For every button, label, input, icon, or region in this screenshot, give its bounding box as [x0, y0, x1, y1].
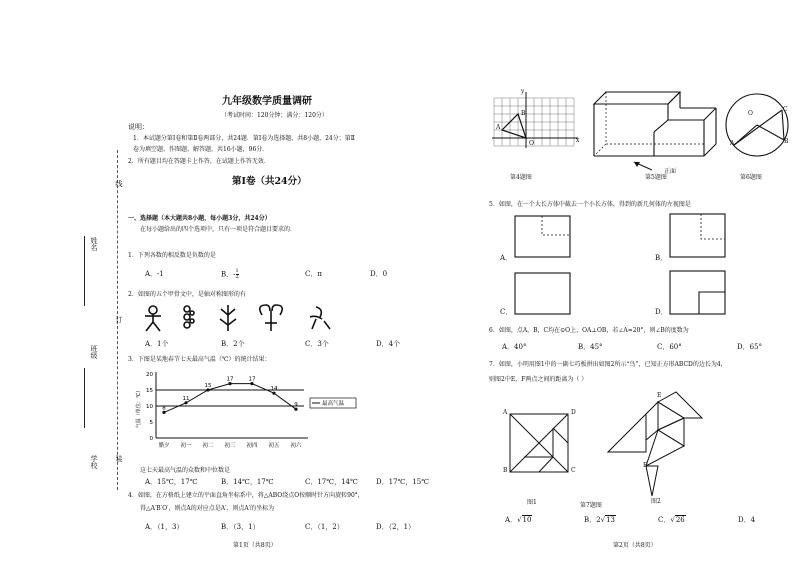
- y-tick-label: 20: [146, 372, 153, 378]
- cut-mark: 线: [115, 180, 123, 187]
- figure-6-circle: [722, 90, 792, 160]
- q3-option-c: C．17℃，14℃: [305, 478, 358, 486]
- part1-desc: 在每小题给出的四个选项中，只有一项是符合题目要求的．: [140, 226, 297, 233]
- q7-stem: 7．如图，小明用图1中的一副七巧板拼出如图2所示“鸟”，已知正方形ABCD的边长为4，: [489, 361, 727, 368]
- q7-fig2-caption: 图2: [651, 498, 661, 505]
- q1-option-a: A．-1: [145, 270, 164, 278]
- q7-option-d: D．4: [738, 516, 756, 524]
- q7-fig2-point-f: F: [643, 462, 648, 469]
- q7-stem-2: 则图2中E，F两点之间的距离为（ ）: [489, 376, 588, 383]
- q7-option-a: A．√10: [505, 516, 532, 524]
- q7-fig1-point-d: D: [571, 409, 576, 416]
- data-label: 9: [294, 402, 298, 409]
- x-tick-label: 初六: [290, 443, 302, 449]
- x-tick-label: 初二: [202, 443, 214, 449]
- rule-class: [84, 368, 85, 428]
- q4-option-a: A．（1，3）: [145, 523, 184, 531]
- oracle-char-2: [184, 306, 194, 328]
- q5-option-a: A．: [500, 254, 513, 262]
- x-tick-label: 初四: [246, 443, 258, 449]
- q3-stem: 3．下图是某地春节七天最高气温（℃）的统计结果：: [128, 356, 271, 363]
- fig5-caption: 第5题图: [645, 174, 667, 181]
- q3-after: 这七天最高气温的众数和中位数是: [140, 467, 231, 474]
- q7-figure-caption: 第7题图: [580, 502, 602, 509]
- fig6-center-label: O: [748, 110, 753, 117]
- page-footer-left: 第1页（共8页）: [233, 542, 277, 549]
- fig5-front-label: 正面: [664, 168, 677, 175]
- x-tick-label: 初五: [268, 443, 280, 449]
- fig6-point-b: B: [784, 138, 789, 145]
- q2-option-b: B．2个: [221, 340, 245, 348]
- temperature-chart: [134, 368, 364, 450]
- q3-option-a: A．15℃，17℃: [145, 478, 198, 486]
- x-tick-label: 初一: [180, 443, 192, 449]
- data-label: 8: [162, 405, 166, 412]
- q5-view-c: [514, 272, 572, 316]
- q7-option-c: C．√26: [658, 516, 685, 524]
- exam-subtitle: （考试时间：120分钟；满分：120分）: [221, 112, 328, 119]
- q7-fig2-point-e: E: [657, 392, 662, 399]
- q4-option-d: D．（2，1）: [376, 523, 416, 531]
- q7-fig1-point-b: B: [503, 467, 508, 474]
- q7-fig1-caption: 图1: [527, 499, 537, 506]
- q4-option-b: B．（3，1）: [221, 523, 260, 531]
- data-label: 14: [270, 386, 278, 393]
- data-label: 11: [182, 395, 190, 402]
- note-line: 卷为填空题、作图题、解答题，共16小题，96分．: [133, 146, 269, 153]
- fig4-y-label: y: [521, 88, 525, 95]
- q4-stem-2: 得△A′B′O′，则点A的对应点是A′，则点A′的坐标为: [140, 505, 275, 512]
- q1-option-c: C．π: [305, 270, 322, 278]
- q2-option-c: C．3个: [305, 340, 329, 348]
- q2-option-d: D．4个: [376, 340, 401, 348]
- oracle-bone-characters: [140, 303, 360, 333]
- name-label: 姓名: [90, 237, 98, 251]
- q5-option-d: D．: [655, 308, 668, 316]
- q2-stem: 2．如图的五个甲骨文中，是轴对称图形的有: [128, 291, 246, 298]
- part1-head: 一、选择题（本大题共8小题，每小题3分，共24分）: [128, 215, 271, 222]
- oracle-char-5: [310, 307, 330, 329]
- q7-fig1-point-a: A: [503, 409, 508, 416]
- q6-stem: 6．如图，点A，B，C均在⊙O上，OA⊥OB，若∠A=20°，则∠B的度数为: [489, 327, 689, 334]
- oracle-char-4: [260, 305, 283, 331]
- x-tick-label: 腊夕: [158, 443, 170, 449]
- class-label: 班级: [90, 345, 98, 359]
- note-line: 1．本试题分第Ⅰ卷和第Ⅱ卷两部分，共24题．第Ⅰ卷为选择题，共8小题，24分；第Ⅱ: [133, 135, 355, 142]
- q4-option-c: C．（1，2）: [305, 523, 344, 531]
- section-title: 第Ⅰ卷（共24分）: [232, 176, 307, 187]
- fig6-point-c: C: [783, 106, 788, 113]
- q5-view-a: [514, 215, 572, 259]
- figure-5-cuboid: [592, 90, 717, 170]
- notes-head: 说明：: [128, 123, 149, 131]
- q3-option-b: B．14℃，17℃: [221, 478, 274, 486]
- fig4-caption: 第4题图: [510, 174, 532, 181]
- note-line: 2．所有题目均在答题卡上作答，在试题上作答无效．: [128, 158, 270, 165]
- fig4-point-a: A: [496, 124, 501, 131]
- q6-option-b: B．45°: [578, 343, 603, 351]
- q4-stem: 4．如图，在方格纸上建立的平面直角坐标系中，将△ABO绕点O按顺时针方向旋转90°，: [128, 492, 364, 499]
- q3-option-d: D．17℃，15℃: [376, 478, 430, 486]
- data-label: 15: [204, 383, 212, 389]
- data-label: 17: [248, 376, 256, 383]
- legend-label: 最高气温: [322, 401, 345, 407]
- school-label: 学校: [90, 455, 98, 469]
- q6-option-a: A．40°: [502, 343, 527, 351]
- page-footer-right: 第2页（共8页）: [613, 542, 657, 549]
- rule-name: [84, 236, 85, 306]
- y-tick-label: 0: [149, 436, 153, 442]
- fig6-caption: 第6题图: [740, 174, 762, 181]
- q7-option-b: B．2√13: [584, 516, 615, 524]
- q7-fig1-point-c: C: [571, 467, 576, 474]
- y-tick-label: 5: [149, 420, 153, 426]
- fig4-point-b: B: [521, 110, 526, 117]
- x-tick-label: 初三: [224, 443, 236, 449]
- q1-option-d: D．0: [370, 270, 388, 278]
- q1-option-b: B．- $\frac{1}{2}$: [221, 268, 239, 280]
- cut-mark: 装: [115, 455, 123, 462]
- oracle-char-3: [220, 305, 236, 331]
- fig6-point-a: A: [730, 140, 735, 147]
- q5-view-b: [669, 213, 727, 259]
- q6-option-d: D．65°: [737, 343, 763, 351]
- q7-figure-1-tangram: [508, 412, 572, 474]
- y-tick-label: 15: [146, 388, 153, 394]
- q5-stem: 5．如图，在一个大长方体中截去一个小长方体，得到的新几何体的左视图是: [489, 201, 691, 208]
- figure-4-grid: [492, 92, 584, 154]
- exam-title: 九年级数学质量调研: [222, 96, 312, 107]
- y-axis-label: 气温（单位：℃）: [136, 387, 142, 429]
- data-label: 17: [226, 376, 234, 383]
- fig4-x-label: x: [576, 137, 580, 144]
- oracle-char-1: [145, 306, 161, 331]
- cut-mark: 订: [115, 316, 123, 323]
- q5-view-d: [669, 270, 727, 316]
- q7-figure-2-bird: [606, 390, 706, 496]
- q6-option-c: C．60°: [657, 343, 682, 351]
- q1-stem: 1．下列各数的相反数是负数的是: [128, 252, 216, 259]
- fig4-origin-label: O: [529, 140, 534, 147]
- q5-option-b: B．: [655, 254, 668, 262]
- y-tick-label: 10: [146, 404, 153, 410]
- q5-option-c: C．: [500, 308, 513, 316]
- q2-option-a: A．1个: [145, 340, 169, 348]
